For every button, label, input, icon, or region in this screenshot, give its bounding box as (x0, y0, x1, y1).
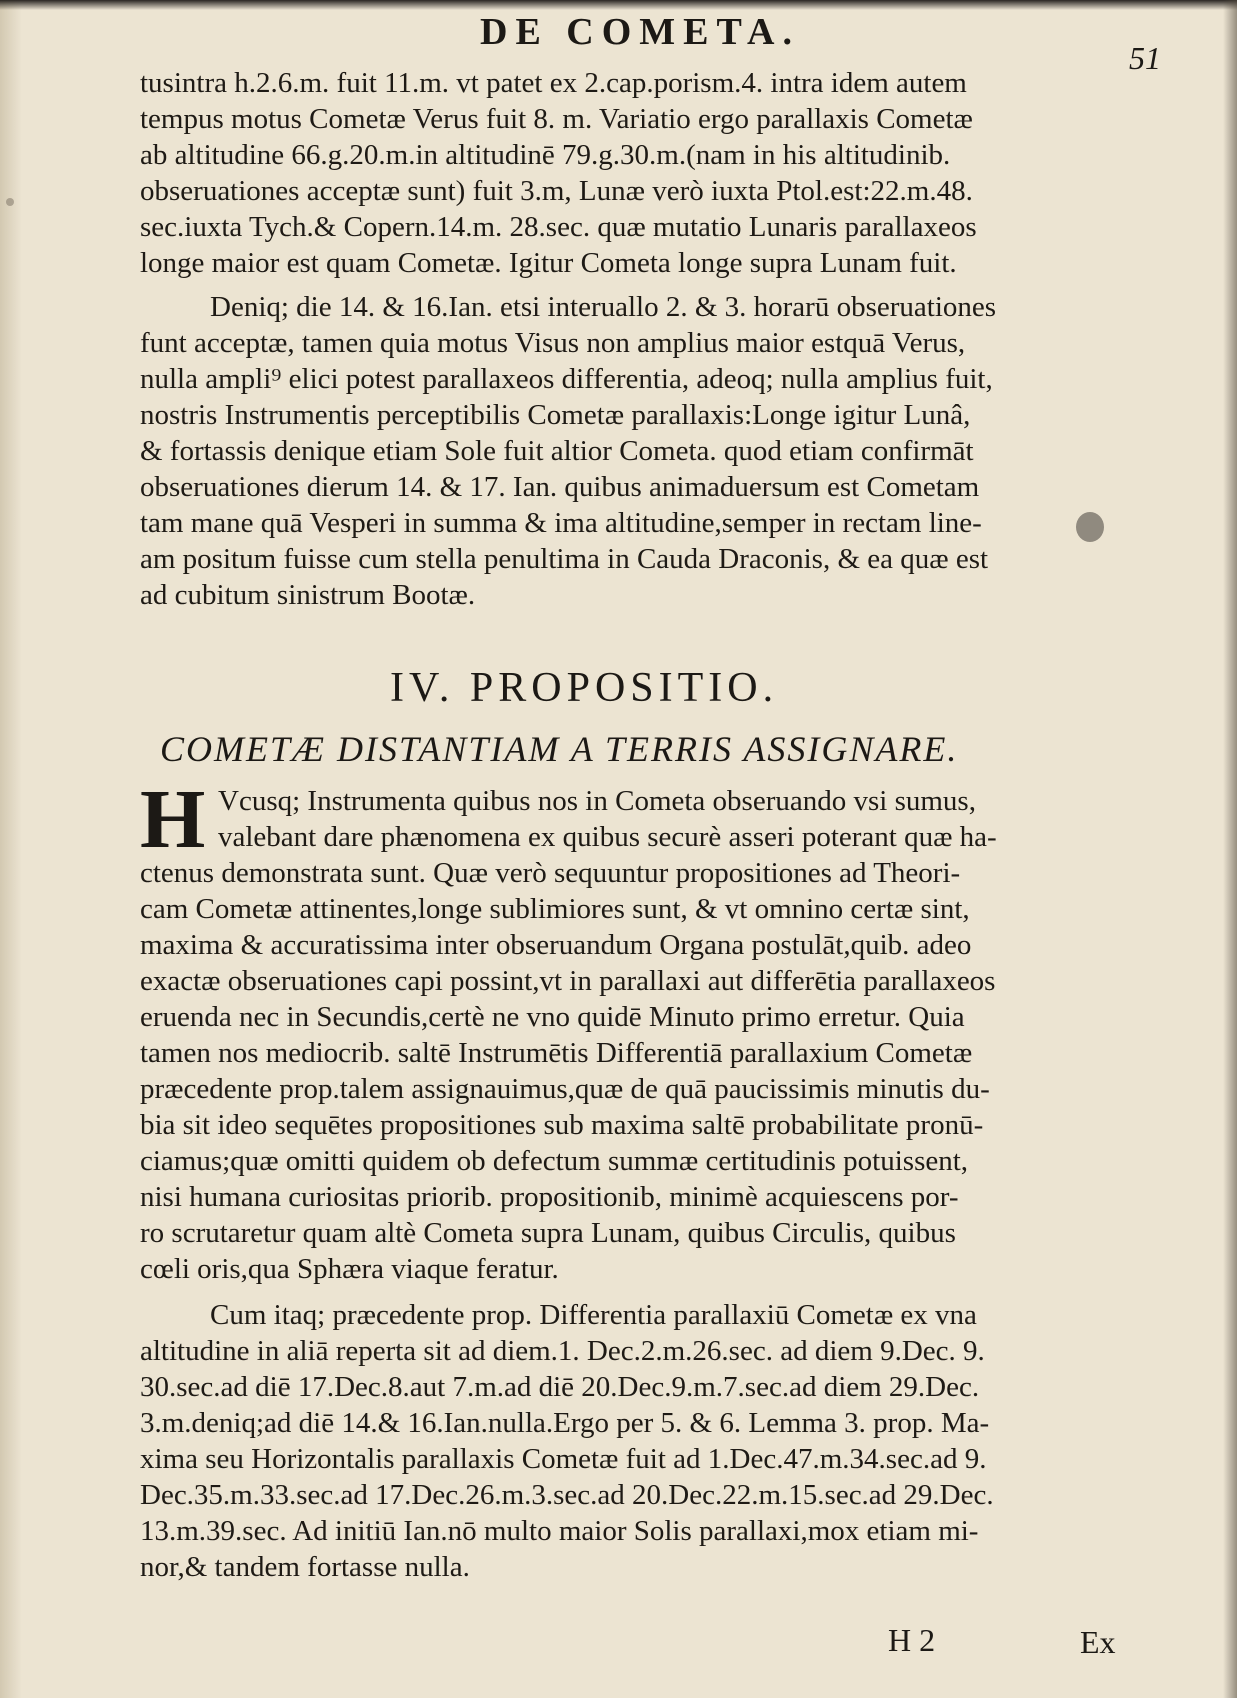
text-line: valebant dare phænomena ex quibus securè asseri poterant quæ ha- (218, 821, 997, 853)
text-line: nulla ampli⁹ elici potest parallaxeos differentia, adeoq; nulla amplius fuit, (140, 363, 993, 395)
proposition-subheading: COMETÆ DISTANTIAM A TERRIS ASSIGNARE. (160, 729, 959, 769)
text-line: funt acceptæ, tamen quia motus Visus non amplius maior estquā Verus, (140, 327, 966, 359)
text-line: tusintra h.2.6.m. fuit 11.m. vt patet ex 2.cap.porism.4. intra idem autem (140, 67, 967, 99)
proposition-heading: IV. PROPOSITIO. (390, 665, 779, 711)
text-line: nostris Instrumentis perceptibilis Cometæ parallaxis:Longe igitur Lunâ, (140, 399, 971, 431)
text-line: longe maior est quam Cometæ. Igitur Cometa longe supra Lunam fuit. (140, 247, 957, 279)
text-line: obseruationes acceptæ sunt) fuit 3.m, Lunæ verò iuxta Ptol.est:22.m.48. (140, 175, 973, 207)
text-line: tamen nos mediocrib. saltē Instrumētis Differentiā parallaxium Cometæ (140, 1037, 973, 1069)
text-line: Cum itaq; præcedente prop. Differentia parallaxiū Cometæ ex vna (210, 1299, 977, 1331)
text-line: Deniq; die 14. & 16.Ian. etsi interuallo 2. & 3. horarū obseruationes (210, 291, 997, 323)
text-line: exactæ obseruationes capi possint,vt in parallaxi aut differētia parallaxeos (140, 965, 996, 997)
text-line: am positum fuisse cum stella penultima in Cauda Draconis, & ea quæ est (140, 543, 989, 575)
paper-spot (6, 198, 14, 206)
text-line: obseruationes dierum 14. & 17. Ian. quibus animaduersum est Cometam (140, 471, 980, 503)
text-line: nisi humana curiositas priorib. propositionib, minimè acquiescens por- (140, 1181, 959, 1213)
text-line: 30.sec.ad diē 17.Dec.8.aut 7.m.ad diē 20.Dec.9.m.7.sec.ad diem 29.Dec. (140, 1371, 980, 1403)
text-line: tam mane quā Vesperi in summa & ima altitudine,semper in rectam line- (140, 507, 982, 539)
running-head: DE COMETA. (480, 11, 800, 53)
text-line: Dec.35.m.33.sec.ad 17.Dec.26.m.3.sec.ad 20.Dec.22.m.15.sec.ad 29.Dec. (140, 1479, 994, 1511)
catchword: Ex (1080, 1624, 1116, 1660)
text-line: ad cubitum sinistrum Bootæ. (140, 579, 476, 611)
text-line: cœli oris,qua Sphæra viaque feratur. (140, 1253, 559, 1285)
text-line: nor,& tandem fortasse nulla. (140, 1551, 470, 1583)
page-number: 51 (1129, 40, 1161, 76)
text-line: sec.iuxta Tych.& Copern.14.m. 28.sec. quæ mutatio Lunaris parallaxeos (140, 211, 977, 243)
text-line: bia sit ideo sequētes propositiones sub maxima saltē probabilitate pronū- (140, 1109, 984, 1141)
text-line: 3.m.deniq;ad diē 14.& 16.Ian.nulla.Ergo per 5. & 6. Lemma 3. prop. Ma- (140, 1407, 990, 1439)
text-line: & fortassis denique etiam Sole fuit altior Cometa. quod etiam confirmāt (140, 435, 974, 467)
signature-mark: H 2 (888, 1622, 936, 1658)
text-line: ciamus;quæ omitti quidem ob defectum summæ certitudinis potuissent, (140, 1145, 969, 1177)
text-line: tempus motus Cometæ Verus fuit 8. m. Variatio ergo parallaxis Cometæ (140, 103, 973, 135)
drop-initial: H (140, 773, 206, 866)
text-line: xima seu Horizontalis parallaxis Cometæ fuit ad 1.Dec.47.m.34.sec.ad 9. (140, 1443, 987, 1475)
page-top-shadow (0, 0, 1237, 10)
text-line: ro scrutaretur quam altè Cometa supra Lunam, quibus Circulis, quibus (140, 1217, 956, 1249)
text-line: 13.m.39.sec. Ad initiū Ian.nō multo maior Solis parallaxi,mox etiam mi- (140, 1515, 979, 1547)
text-line: præcedente prop.talem assignauimus,quæ de quā paucissimis minutis du- (140, 1073, 990, 1105)
text-line: altitudine in aliā reperta sit ad diem.1. Dec.2.m.26.sec. ad diem 9.Dec. 9. (140, 1335, 985, 1367)
text-line: ab altitudine 66.g.20.m.in altitudinē 79.g.30.m.(nam in his altitudinib. (140, 139, 951, 171)
text-line: ctenus demonstrata sunt. Quæ verò sequuntur propositiones ad Theori- (140, 857, 961, 889)
page-edge-shadow (1223, 0, 1237, 1698)
text-line: maxima & accuratissima inter obseruandum Organa postulāt,quib. adeo (140, 929, 972, 961)
page-gutter-shade (0, 0, 22, 1698)
text-line: eruenda nec in Secundis,certè ne vno quidē Minuto primo erretur. Quia (140, 1001, 965, 1033)
text-line: cam Cometæ attinentes,longe sublimiores sunt, & vt omnino certæ sint, (140, 893, 970, 925)
text-line: Vcusq; Instrumenta quibus nos in Cometa obseruando vsi sumus, (218, 785, 976, 817)
